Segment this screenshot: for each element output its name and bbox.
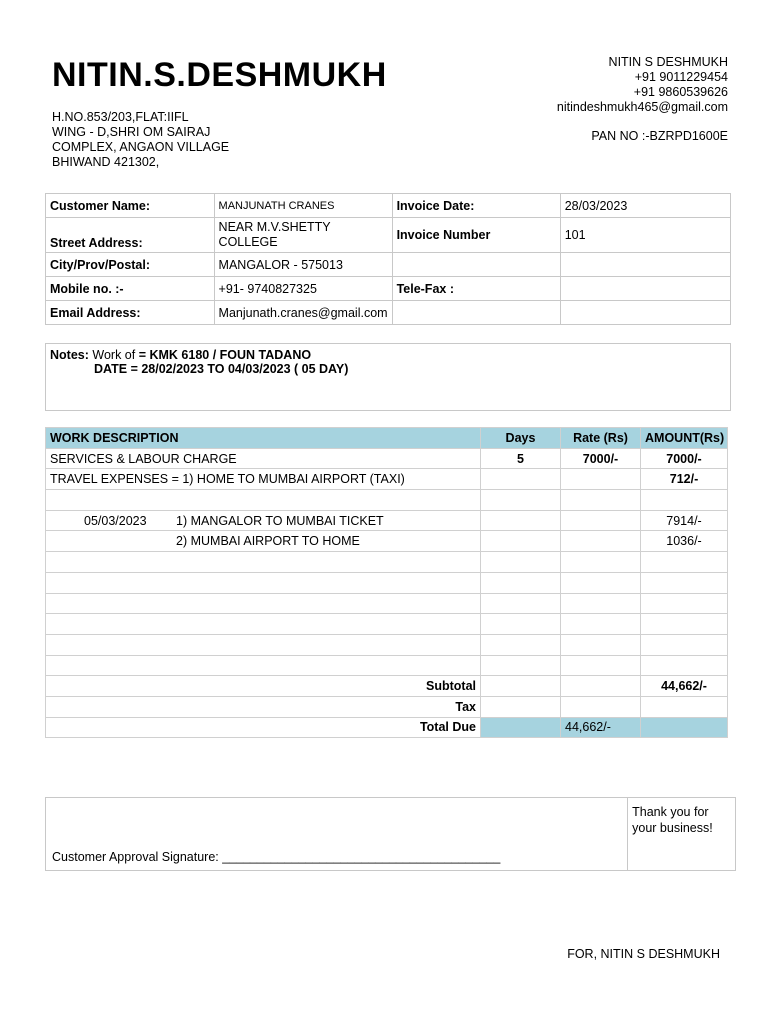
company-name: NITIN.S.DESHMUKH bbox=[52, 56, 387, 94]
notes-date: DATE = 28/02/2023 TO 04/03/2023 ( 05 DAY) bbox=[94, 362, 349, 376]
street-address bbox=[214, 218, 392, 253]
customer-name-label: Customer Name: bbox=[46, 194, 215, 218]
table-row bbox=[46, 510, 728, 531]
street-address-label: Street Address: bbox=[46, 218, 215, 253]
header-description: WORK DESCRIPTION bbox=[46, 428, 481, 449]
contact-email: nitindeshmukh465@gmail.com bbox=[556, 100, 728, 114]
thanks-line: Thank you for bbox=[632, 805, 709, 819]
row-rate: 7000/- bbox=[561, 448, 641, 469]
empty-cell bbox=[392, 301, 560, 325]
header-amount: AMOUNT(Rs) bbox=[641, 428, 728, 449]
address-line: COMPLEX, ANGAON VILLAGE bbox=[52, 140, 230, 154]
notes-label: Notes: bbox=[50, 348, 89, 362]
row-text: 1) MANGALOR TO MUMBAI TICKET bbox=[176, 513, 384, 528]
table-row bbox=[46, 614, 728, 635]
address-line: H.NO.853/203,FLAT:IIFL bbox=[52, 110, 189, 124]
contact-name: NITIN S DESHMUKH bbox=[608, 55, 728, 69]
table-row bbox=[46, 634, 728, 655]
subtotal-value: 44,662/- bbox=[641, 676, 728, 697]
notes-work-prefix: Work of bbox=[92, 348, 136, 362]
table-row bbox=[46, 448, 728, 469]
customer-table bbox=[45, 193, 731, 325]
row-description bbox=[46, 510, 481, 531]
thanks-cell bbox=[628, 798, 736, 871]
invoice-number-label: Invoice Number bbox=[392, 218, 560, 253]
table-row bbox=[46, 593, 728, 614]
work-table bbox=[45, 427, 728, 738]
invoice-number: 101 bbox=[560, 218, 730, 253]
customer-name: MANJUNATH CRANES bbox=[214, 194, 392, 218]
table-row bbox=[46, 572, 728, 593]
signature-label: Customer Approval Signature: ________________________________________ bbox=[52, 850, 501, 864]
table-row bbox=[46, 552, 728, 573]
signature-cell bbox=[46, 798, 628, 871]
row-amount: 7914/- bbox=[641, 510, 728, 531]
empty-cell bbox=[560, 301, 730, 325]
contact-phone: +91 9860539626 bbox=[633, 85, 728, 99]
street-line: COLLEGE bbox=[218, 235, 278, 249]
invoice-date-label: Invoice Date: bbox=[392, 194, 560, 218]
row-description bbox=[46, 531, 481, 552]
footer-signoff: FOR, NITIN S DESHMUKH bbox=[567, 947, 720, 961]
empty-cell bbox=[560, 253, 730, 277]
header-rate: Rate (Rs) bbox=[561, 428, 641, 449]
table-row bbox=[46, 469, 728, 490]
contact-phone: +91 9011229454 bbox=[634, 70, 728, 84]
mobile: +91- 9740827325 bbox=[214, 277, 392, 301]
address-line: WING - D,SHRI OM SAIRAJ bbox=[52, 125, 211, 139]
empty-cell bbox=[392, 253, 560, 277]
table-row bbox=[46, 655, 728, 676]
subtotal-row bbox=[46, 676, 728, 697]
address-line: BHIWAND 421302, bbox=[52, 155, 160, 169]
subtotal-label: Subtotal bbox=[46, 676, 481, 697]
thanks-line: your business! bbox=[632, 821, 713, 835]
city-label: City/Prov/Postal: bbox=[46, 253, 215, 277]
row-amount: 7000/- bbox=[641, 448, 728, 469]
row-date: 05/03/2023 bbox=[84, 513, 147, 528]
company-address bbox=[52, 110, 229, 170]
total-label: Total Due bbox=[46, 717, 481, 738]
tax-row bbox=[46, 696, 728, 717]
total-row bbox=[46, 717, 728, 738]
row-amount: 1036/- bbox=[641, 531, 728, 552]
table-row bbox=[46, 531, 728, 552]
city: MANGALOR - 575013 bbox=[214, 253, 392, 277]
row-description: TRAVEL EXPENSES = 1) HOME TO MUMBAI AIRPORT (TAXI) bbox=[46, 469, 481, 490]
email: Manjunath.cranes@gmail.com bbox=[214, 301, 392, 325]
mobile-label: Mobile no. :- bbox=[46, 277, 215, 301]
telefax bbox=[560, 277, 730, 301]
row-amount: 712/- bbox=[641, 469, 728, 490]
email-label: Email Address: bbox=[46, 301, 215, 325]
total-value: 44,662/- bbox=[561, 717, 641, 738]
row-description: SERVICES & LABOUR CHARGE bbox=[46, 448, 481, 469]
contact-block bbox=[557, 55, 728, 115]
notes-box bbox=[45, 343, 731, 411]
telefax-label: Tele-Fax : bbox=[392, 277, 560, 301]
tax-label: Tax bbox=[46, 696, 481, 717]
notes-line bbox=[50, 348, 311, 362]
header-days: Days bbox=[481, 428, 561, 449]
invoice-date: 28/03/2023 bbox=[560, 194, 730, 218]
row-days: 5 bbox=[481, 448, 561, 469]
approval-box bbox=[45, 797, 736, 871]
row-text: 2) MUMBAI AIRPORT TO HOME bbox=[176, 534, 360, 549]
table-row bbox=[46, 490, 728, 511]
pan-number: PAN NO :-BZRPD1600E bbox=[591, 129, 728, 143]
street-line: NEAR M.V.SHETTY bbox=[218, 220, 331, 234]
notes-work-value: = KMK 6180 / FOUN TADANO bbox=[138, 348, 312, 362]
